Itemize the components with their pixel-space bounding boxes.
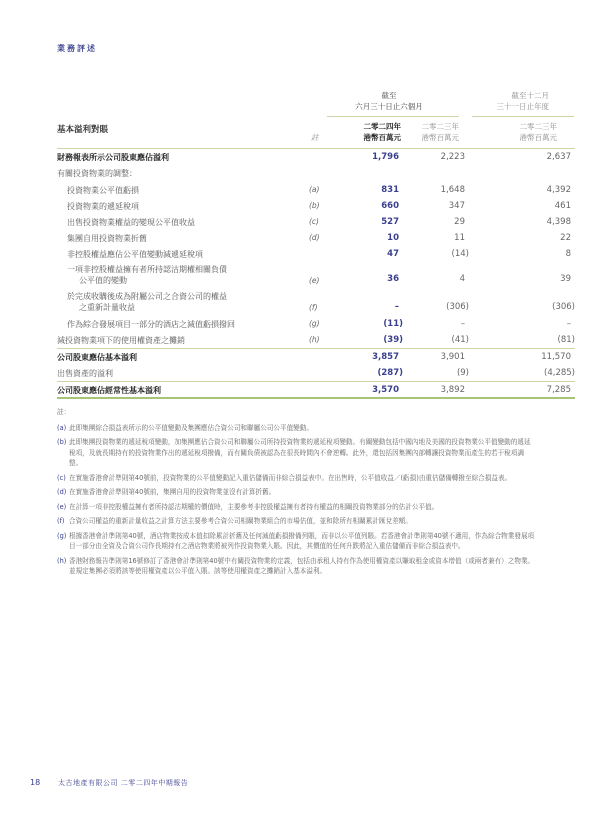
- column-year: 二零二三年: [421, 122, 459, 131]
- row-label: 集團自用投資物業折舊: [67, 234, 147, 243]
- row-note-ref: (f): [309, 303, 318, 312]
- value-2024: 527: [381, 217, 399, 227]
- value-2024: 660: [381, 201, 399, 211]
- footnote-a: [57, 423, 537, 434]
- value-2024: –: [394, 302, 399, 312]
- table-row: [57, 182, 575, 198]
- value-2023-half: 11: [454, 233, 465, 243]
- value-2023-half: 3,901: [440, 352, 465, 362]
- row-note-ref: (b): [309, 201, 320, 210]
- value-2023-year: 2,637: [546, 152, 571, 162]
- value-2024: 831: [381, 185, 399, 195]
- footnote-text: 此即集團綜合損益表所示的公平值變動及集團應佔合資公司和聯屬公司公平值變動。: [69, 423, 313, 432]
- row-note-ref: (a): [309, 185, 320, 194]
- header-divider: [472, 116, 574, 117]
- column-unit: 港幣百萬元: [363, 133, 401, 142]
- value-2024: 1,796: [372, 152, 399, 162]
- value-2023-year: 7,285: [546, 385, 571, 395]
- value-2024: (39): [383, 335, 403, 345]
- value-2023-half: 4: [459, 274, 465, 284]
- column-header-2024: [347, 121, 401, 143]
- footnote-text: 此即集團投資物業的遞延稅項變動，加集團應佔合資公司和聯屬公司所持投資物業的遞延稅項變動。有關變動包括中國內地及美國的投資物業公平值變動的遞延稅項，及就長期持有的投資物業作出的遞延稅項撥備，而有關負債被認為在很長時間內不會逆轉。此外，還包括因集團內部轉讓投資物業而產生的若干稅項調整。: [69, 438, 531, 467]
- row-label-continued: 之重新計量收益: [79, 303, 135, 312]
- value-2024: 47: [387, 249, 399, 259]
- table-row: [57, 316, 575, 332]
- table-row-subtotal: [57, 348, 575, 365]
- footnote-text: 在實施香港會計準則第40號前，投資物業的公平值變動記入重估儲備而非綜合損益表中。在出售時，公平值收益／(虧損)由重估儲備轉撥至綜合損益表。: [69, 473, 512, 482]
- footnotes: [57, 407, 537, 581]
- footnote-tag: (e): [57, 502, 67, 511]
- page-number: 18: [30, 778, 41, 787]
- value-2023-year: (4,285): [544, 368, 575, 378]
- row-note-ref: (h): [309, 335, 320, 344]
- row-label: 財務報表所示公司股東應佔溢利: [57, 153, 169, 162]
- column-header-2023-half: [407, 121, 459, 143]
- footnote-tag: (g): [57, 531, 67, 540]
- value-2023-year: 11,570: [541, 352, 571, 362]
- row-label: 非控股權益應佔公平值變動減遞延稅項: [67, 250, 203, 259]
- value-2023-year: 8: [565, 249, 571, 259]
- column-year: 二零二四年: [363, 122, 401, 131]
- row-label: 公司股東應佔經常性基本溢利: [57, 386, 161, 395]
- footnote-b: [57, 437, 537, 469]
- value-2023-year: –: [566, 319, 571, 329]
- value-2024: (287): [377, 368, 403, 378]
- footnotes-title: 註：: [57, 408, 71, 416]
- row-label-continued: 公平值的變動: [79, 276, 127, 285]
- value-2023-half: 1,648: [440, 185, 465, 195]
- note-column-header: 註: [311, 133, 319, 142]
- row-label: 一項非控股權益擁有者所持認沽期權相關負債: [67, 265, 227, 274]
- table-row: [57, 198, 575, 214]
- footnote-tag: (a): [57, 423, 67, 432]
- value-2023-half: 29: [454, 217, 465, 227]
- table-row: [57, 246, 575, 262]
- row-label: 減投資物業項下的使用權資產之攤銷: [57, 336, 185, 345]
- value-2023-half: –: [460, 319, 465, 329]
- table-row: [57, 165, 575, 182]
- period-header-year: [453, 90, 553, 112]
- value-2023-year: 39: [560, 274, 571, 284]
- column-unit: 港幣百萬元: [421, 133, 459, 142]
- footnote-d: [57, 487, 537, 498]
- row-label: 出售資產的溢利: [57, 369, 113, 378]
- value-2024: 3,570: [372, 385, 399, 395]
- period-header-line: 六月三十日止六個月: [355, 102, 423, 111]
- row-label: 投資物業的遞延稅項: [67, 202, 139, 211]
- footnote-f: [57, 516, 537, 527]
- period-header-line: 三十一日止年度: [496, 102, 549, 111]
- period-header-line: 截至十二月: [511, 91, 549, 100]
- row-label: 公司股東應佔基本溢利: [57, 353, 137, 362]
- value-2024: 10: [387, 233, 399, 243]
- value-2023-half: (41): [451, 335, 469, 345]
- footnote-e: [57, 502, 537, 513]
- table-row: [57, 230, 575, 246]
- column-header-2023-year: [497, 121, 557, 143]
- period-header-line: 截至: [381, 91, 397, 100]
- value-2023-half: 347: [448, 201, 465, 211]
- value-2024: 36: [387, 274, 399, 284]
- row-label: 於完成收購後成為附屬公司之合資公司的權益: [67, 292, 227, 301]
- column-year: 二零二三年: [519, 122, 557, 131]
- value-2023-year: 22: [560, 233, 571, 243]
- table-row: [57, 148, 575, 165]
- value-2023-half: (14): [451, 249, 469, 259]
- footnote-text: 合資公司權益的重新計量收益之計算方法主要參考合資公司相關物業組合的市場估值，並和除所有相關累計匯兌差額。: [69, 517, 412, 525]
- table-row: [57, 214, 575, 230]
- value-2023-year: 461: [554, 201, 571, 211]
- footnote-text: 在計算一項非控股權益擁有者所持認沽期權的價值時，主要參考非控股權益擁有者持有權益的相關投資物業部分的估計公平值。: [69, 502, 439, 511]
- row-note-ref: (c): [309, 217, 319, 226]
- footnote-g: [57, 531, 537, 552]
- footer-report-title: 太古地產有限公司 二零二四年中期報告: [58, 779, 189, 787]
- period-header-six-months: [329, 90, 449, 112]
- footnote-text: 在實施香港會計準則第40號前，集團自用的投資物業並沒有計算折舊。: [69, 488, 276, 496]
- table-row: [57, 289, 575, 316]
- value-2023-half: 2,223: [440, 152, 465, 162]
- footnote-tag: (f): [57, 517, 65, 525]
- row-note-ref: (d): [309, 233, 320, 242]
- footnote-text: 香港財務報告準則第16號修訂了香港會計準則第40號中有關投資物業的定義，包括由承租人持有作為使用權資產以賺取租金或資本增值（或兩者兼有）之物業。並規定集團必須將該等使用權資產以公平值入賬。該等使用權資產之攤銷計入基本溢利。: [69, 556, 535, 575]
- row-label: 作為綜合發展項目一部分的酒店之減值虧損撥回: [67, 320, 235, 329]
- column-unit: 港幣百萬元: [519, 133, 557, 142]
- table-body: [57, 148, 575, 399]
- row-label: 投資物業公平值虧損: [67, 186, 139, 195]
- value-2023-half: (9): [456, 368, 469, 378]
- table-row: [57, 332, 575, 348]
- value-2023-year: 4,392: [546, 185, 571, 195]
- footnote-c: [57, 473, 537, 484]
- value-2023-year: 4,398: [546, 217, 571, 227]
- table-row: [57, 262, 575, 289]
- footnote-tag: (h): [57, 556, 67, 565]
- row-label: 有關投資物業的調整：: [57, 169, 137, 178]
- header-divider: [327, 116, 459, 117]
- table-row: [57, 365, 575, 381]
- row-note-ref: (e): [309, 276, 320, 285]
- value-2023-year: (306): [552, 302, 575, 312]
- footnote-h: [57, 556, 537, 577]
- value-2023-half: (306): [446, 302, 469, 312]
- footnote-tag: (c): [57, 473, 66, 482]
- table-title: 基本溢利對賬: [57, 125, 109, 135]
- footnote-tag: (b): [57, 438, 67, 446]
- value-2023-year: (81): [557, 335, 575, 345]
- footnote-text: 根據香港會計準則第40號，酒店物業按成本值扣除累計折舊及任何減值虧損撥備列賬，而非以公平值列賬。若香港會計準則第40號不適用，作為綜合物業發展項目一部分由全資及合資公司作長期持有之酒店物業將被列作投資物業入賬。因此，其價值的任何升跌將記入重估儲備而非綜合損益表中。: [69, 531, 535, 550]
- value-2024: 3,857: [372, 352, 399, 362]
- value-2024: (11): [383, 319, 403, 329]
- section-header: 業務評述: [57, 44, 97, 53]
- row-label: 出售投資物業權益的變現公平值收益: [67, 218, 195, 227]
- value-2023-half: 3,892: [440, 385, 465, 395]
- footnote-tag: (d): [57, 488, 67, 496]
- row-note-ref: (g): [309, 319, 320, 328]
- table-row-total: [57, 381, 575, 399]
